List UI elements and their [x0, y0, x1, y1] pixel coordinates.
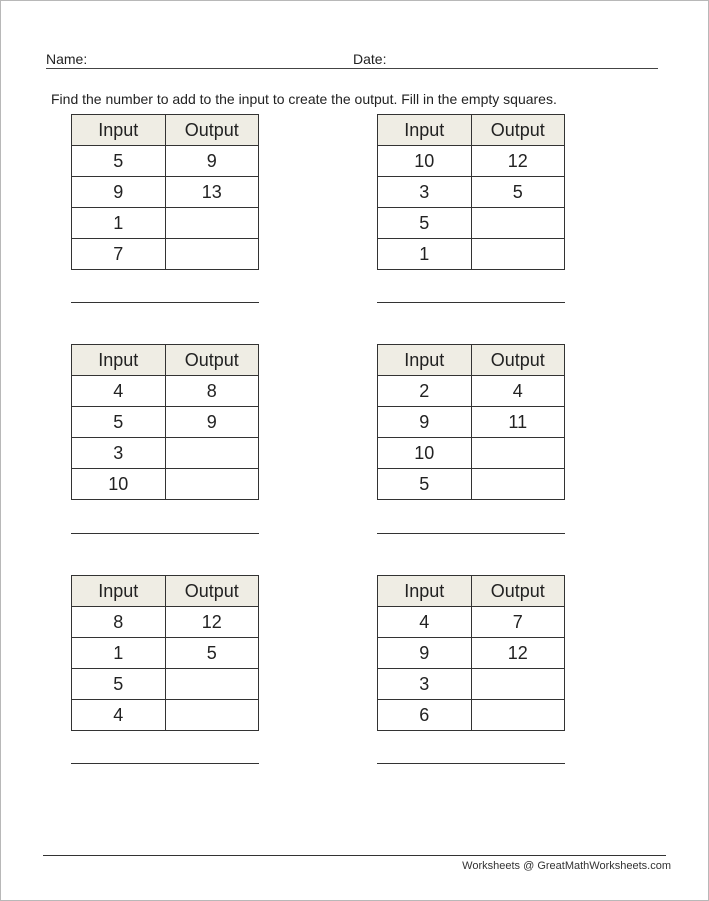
output-answer-cell[interactable]	[471, 669, 565, 700]
output-cell: 9	[165, 407, 259, 438]
output-cell: 13	[165, 177, 259, 208]
date-label: Date:	[353, 51, 387, 67]
table-row	[72, 438, 259, 469]
table-row	[72, 177, 259, 208]
input-cell: 3	[378, 669, 472, 700]
input-header: Input	[378, 115, 472, 146]
footer-divider	[43, 855, 666, 856]
output-cell: 12	[471, 146, 565, 177]
table-header-row	[72, 115, 259, 146]
rule-answer-line-2[interactable]	[377, 302, 565, 303]
table-row	[72, 208, 259, 239]
table-row	[378, 239, 565, 270]
table-header-row	[378, 115, 565, 146]
output-answer-cell[interactable]	[165, 469, 259, 500]
table-row	[378, 376, 565, 407]
table-row	[72, 407, 259, 438]
input-cell: 1	[72, 638, 166, 669]
name-date-line[interactable]	[46, 68, 658, 69]
input-header: Input	[72, 345, 166, 376]
output-answer-cell[interactable]	[165, 239, 259, 270]
output-header: Output	[165, 345, 259, 376]
output-cell: 11	[471, 407, 565, 438]
output-answer-cell[interactable]	[471, 700, 565, 731]
rule-answer-line-5[interactable]	[71, 763, 259, 764]
table-header-row	[72, 576, 259, 607]
output-header: Output	[471, 115, 565, 146]
output-cell: 5	[471, 177, 565, 208]
footer-credit: Worksheets @ GreatMathWorksheets.com	[462, 860, 671, 872]
io-table-4	[377, 344, 565, 500]
output-cell: 12	[471, 638, 565, 669]
input-cell: 5	[72, 146, 166, 177]
output-header: Output	[471, 345, 565, 376]
output-cell: 8	[165, 376, 259, 407]
output-header: Output	[471, 576, 565, 607]
io-table-5	[71, 575, 259, 731]
table-header-row	[378, 345, 565, 376]
output-answer-cell[interactable]	[165, 669, 259, 700]
output-cell: 4	[471, 376, 565, 407]
instructions: Find the number to add to the input to create the output. Fill in the empty squares.	[51, 91, 557, 107]
input-cell: 9	[72, 177, 166, 208]
table-row	[72, 700, 259, 731]
output-cell: 9	[165, 146, 259, 177]
output-cell: 12	[165, 607, 259, 638]
rule-answer-line-3[interactable]	[71, 533, 259, 534]
input-cell: 6	[378, 700, 472, 731]
input-cell: 3	[378, 177, 472, 208]
output-answer-cell[interactable]	[471, 438, 565, 469]
input-header: Input	[378, 345, 472, 376]
name-label: Name:	[46, 51, 88, 67]
input-cell: 5	[72, 669, 166, 700]
table-row	[72, 146, 259, 177]
input-cell: 10	[378, 438, 472, 469]
table-row	[378, 208, 565, 239]
table-row	[378, 438, 565, 469]
rule-answer-line-4[interactable]	[377, 533, 565, 534]
io-table-3	[71, 344, 259, 500]
input-cell: 9	[378, 638, 472, 669]
table-row	[72, 607, 259, 638]
output-answer-cell[interactable]	[471, 469, 565, 500]
table-header-row	[378, 576, 565, 607]
table-row	[72, 376, 259, 407]
table-row	[378, 407, 565, 438]
table-row	[378, 638, 565, 669]
output-cell: 7	[471, 607, 565, 638]
output-answer-cell[interactable]	[471, 208, 565, 239]
io-table-1	[71, 114, 259, 270]
input-cell: 4	[72, 376, 166, 407]
output-cell: 5	[165, 638, 259, 669]
io-table-6	[377, 575, 565, 731]
table-row	[72, 638, 259, 669]
input-cell: 1	[72, 208, 166, 239]
output-answer-cell[interactable]	[165, 208, 259, 239]
input-cell: 5	[378, 469, 472, 500]
rule-answer-line-1[interactable]	[71, 302, 259, 303]
table-row	[378, 177, 565, 208]
input-cell: 5	[72, 407, 166, 438]
input-cell: 9	[378, 407, 472, 438]
table-header-row	[72, 345, 259, 376]
table-row	[72, 469, 259, 500]
input-cell: 4	[378, 607, 472, 638]
table-row	[378, 469, 565, 500]
input-cell: 1	[378, 239, 472, 270]
output-answer-cell[interactable]	[165, 700, 259, 731]
output-header: Output	[165, 576, 259, 607]
output-answer-cell[interactable]	[471, 239, 565, 270]
input-cell: 4	[72, 700, 166, 731]
input-cell: 7	[72, 239, 166, 270]
table-row	[72, 239, 259, 270]
table-row	[72, 669, 259, 700]
input-cell: 5	[378, 208, 472, 239]
input-cell: 10	[378, 146, 472, 177]
input-header: Input	[378, 576, 472, 607]
table-row	[378, 607, 565, 638]
input-cell: 8	[72, 607, 166, 638]
table-row	[378, 669, 565, 700]
output-header: Output	[165, 115, 259, 146]
input-cell: 2	[378, 376, 472, 407]
output-answer-cell[interactable]	[165, 438, 259, 469]
input-header: Input	[72, 115, 166, 146]
input-header: Input	[72, 576, 166, 607]
table-row	[378, 700, 565, 731]
io-table-2	[377, 114, 565, 270]
rule-answer-line-6[interactable]	[377, 763, 565, 764]
input-cell: 3	[72, 438, 166, 469]
table-row	[378, 146, 565, 177]
input-cell: 10	[72, 469, 166, 500]
